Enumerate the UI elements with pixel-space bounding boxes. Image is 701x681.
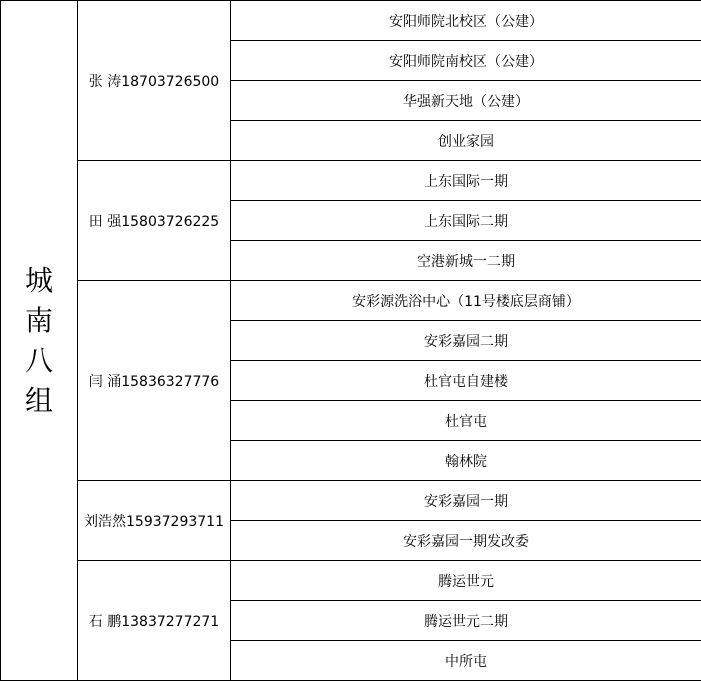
site-cell: 中所屯 — [231, 641, 701, 681]
site-cell: 安阳师院北校区（公建） — [231, 1, 701, 41]
site-cell: 华强新天地（公建） — [231, 81, 701, 121]
table-row — [1, 161, 701, 201]
person-cell: 闫 涌15836327776 — [78, 281, 231, 481]
person-cell: 石 鹏13837277271 — [78, 561, 231, 681]
site-cell: 翰林院 — [231, 441, 701, 481]
group-name-char: 南 — [24, 303, 53, 337]
person-cell: 田 强15803726225 — [78, 161, 231, 281]
roster-body — [1, 1, 701, 681]
site-cell: 创业家园 — [231, 121, 701, 161]
group-name-char: 组 — [24, 383, 53, 417]
site-cell: 安彩嘉园二期 — [231, 321, 701, 361]
group-name-char: 城 — [24, 263, 53, 297]
person-cell: 刘浩然15937293711 — [78, 481, 231, 561]
group-name — [1, 261, 77, 421]
site-cell: 腾运世元 — [231, 561, 701, 601]
site-cell: 上东国际二期 — [231, 201, 701, 241]
site-cell: 安阳师院南校区（公建） — [231, 41, 701, 81]
site-cell: 安彩嘉园一期 — [231, 481, 701, 521]
site-cell: 杜官屯自建楼 — [231, 361, 701, 401]
site-cell: 安彩源洗浴中心（11号楼底层商铺） — [231, 281, 701, 321]
group-name-char: 八 — [24, 343, 53, 377]
table-row — [1, 481, 701, 521]
table-row — [1, 1, 701, 41]
table-row — [1, 281, 701, 321]
table-row — [1, 561, 701, 601]
site-cell: 空港新城一二期 — [231, 241, 701, 281]
site-cell: 上东国际一期 — [231, 161, 701, 201]
person-cell: 张 涛18703726500 — [78, 1, 231, 161]
site-cell: 安彩嘉园一期发改委 — [231, 521, 701, 561]
group-name-cell — [1, 1, 78, 681]
site-cell: 腾运世元二期 — [231, 601, 701, 641]
site-cell: 杜官屯 — [231, 401, 701, 441]
